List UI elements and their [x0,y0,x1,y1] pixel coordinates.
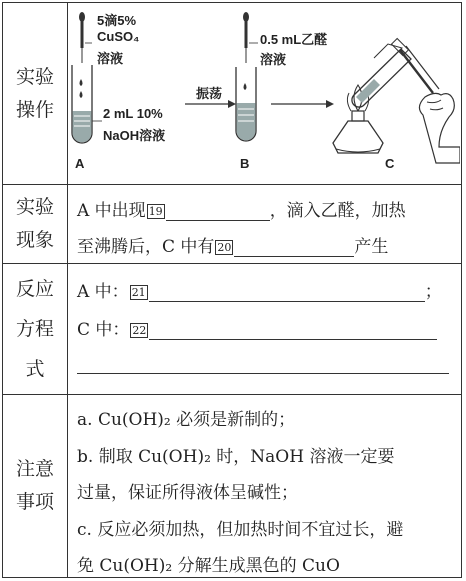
row-divider [3,184,461,185]
tube-a-reagent-label: 5滴5% [97,13,137,28]
text: A 中： [77,282,129,302]
header-text: 事项 [15,490,54,513]
header-text: 现象 [15,228,54,251]
text: 产生 [354,237,389,257]
answer-blank[interactable] [149,283,425,302]
header-text: 式 [25,357,45,380]
equation-a [77,277,442,302]
header-text: 操作 [15,98,54,121]
test-tube-a-icon [72,65,92,143]
hand-icon [419,93,460,163]
dropper-b-icon [243,12,249,63]
header-phenomenon [3,184,67,263]
blank-number: 22 [132,324,147,337]
header-text: 实验 [15,195,54,218]
label-c: C [385,156,395,171]
answer-blank[interactable] [149,321,437,340]
note-b-line-1: b. 制取 Cu(OH)₂ 时，NaOH 溶液一定要 [77,447,395,467]
answer-blank[interactable] [234,238,354,257]
blank-number: 19 [148,205,163,218]
note-a: a. Cu(OH)₂ 必须是新制的； [77,410,296,430]
tube-a-reagent-label: 溶液 [97,51,124,66]
row-divider [3,394,461,395]
header-equation [3,263,67,394]
text: 至沸腾后，C 中有 [77,237,215,257]
phenomenon-line-2 [77,232,388,257]
note-c-line-2: 免 Cu(OH)₂ 分解生成黑色的 CuO [77,556,340,576]
text: ； [424,282,442,302]
test-tube-b-icon [236,67,256,141]
shake-label: 振荡 [196,86,223,101]
tube-a-naoh-label: 2 mL 10% [103,106,163,121]
equation-c [77,315,437,340]
dropper-a-icon [79,12,85,63]
label-a: A [75,156,85,171]
text: A 中出现 [77,201,146,221]
arrow-head-icon [326,100,334,108]
tube-b-reagent-label: 溶液 [260,52,287,67]
header-text: 反应 [15,277,54,300]
answer-blank-continuation[interactable] [77,355,449,374]
text: C 中： [77,320,130,340]
header-text: 方程 [15,317,54,340]
blank-number: 21 [131,286,146,299]
arrow-head-icon [228,100,236,108]
note-b-line-2: 过量，保证所得液体呈碱性； [77,483,298,503]
header-notes [3,394,67,577]
text: ，滴入乙醛，加热 [269,201,406,221]
header-text: 实验 [15,65,54,88]
experiment-table [2,2,462,578]
note-c-line-1: c. 反应必须加热，但加热时间不宜过长，避 [77,520,404,540]
tube-a-reagent-label: CuSO₄ [97,29,140,44]
phenomenon-line-1 [77,196,406,221]
row-divider [3,263,461,264]
tube-a-naoh-label: NaOH溶液 [103,128,166,143]
blank-number: 20 [217,241,232,254]
label-b: B [240,156,250,171]
header-text: 注意 [15,457,54,480]
answer-blank[interactable] [166,202,270,221]
header-operation [3,3,67,184]
tube-b-reagent-label: 0.5 mL乙醛 [260,32,328,47]
